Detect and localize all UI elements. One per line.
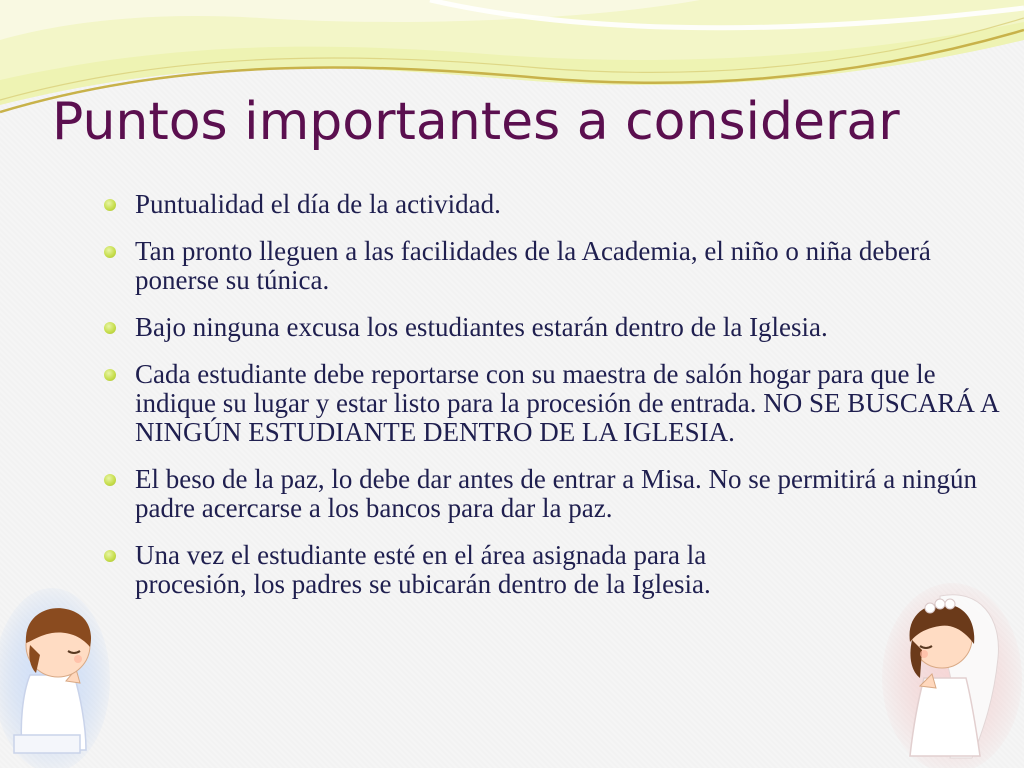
praying-girl-icon <box>880 578 1024 768</box>
list-item <box>104 465 1004 523</box>
list-item <box>104 313 1004 342</box>
bullet-icon <box>104 199 116 211</box>
list-item <box>104 237 1004 295</box>
bullet-list <box>104 190 1004 617</box>
praying-boy-icon <box>0 585 110 768</box>
bullet-icon <box>104 322 116 334</box>
slide-title: Puntos importantes a considerar <box>52 92 900 152</box>
list-item <box>104 190 1004 219</box>
bullet-icon <box>104 369 116 381</box>
bullet-text: Una vez el estudiante esté en el área asignada para la procesión, los padres se ubicarán dentro de la Iglesia. <box>135 540 711 599</box>
bullet-text: Puntualidad el día de la actividad. <box>135 189 501 219</box>
bullet-icon <box>104 246 116 258</box>
bullet-text: Tan pronto lleguen a las facilidades de la Academia, el niño o niña deberá ponerse su túnica. <box>135 236 931 295</box>
list-item <box>104 541 1004 599</box>
bullet-text: El beso de la paz, lo debe dar antes de entrar a Misa. No se permitirá a ningún padre acercarse a los bancos para dar la paz. <box>135 464 977 523</box>
bullet-icon <box>104 474 116 486</box>
bullet-icon <box>104 550 116 562</box>
bullet-text: Bajo ninguna excusa los estudiantes estarán dentro de la Iglesia. <box>135 312 828 342</box>
list-item <box>104 360 1004 447</box>
bullet-text: Cada estudiante debe reportarse con su maestra de salón hogar para que le indique su lugar y estar listo para la procesión de entrada. NO SE BUSCARÁ A NINGÚN ESTUDIANTE DENTRO DE LA IGLESIA. <box>135 359 999 447</box>
